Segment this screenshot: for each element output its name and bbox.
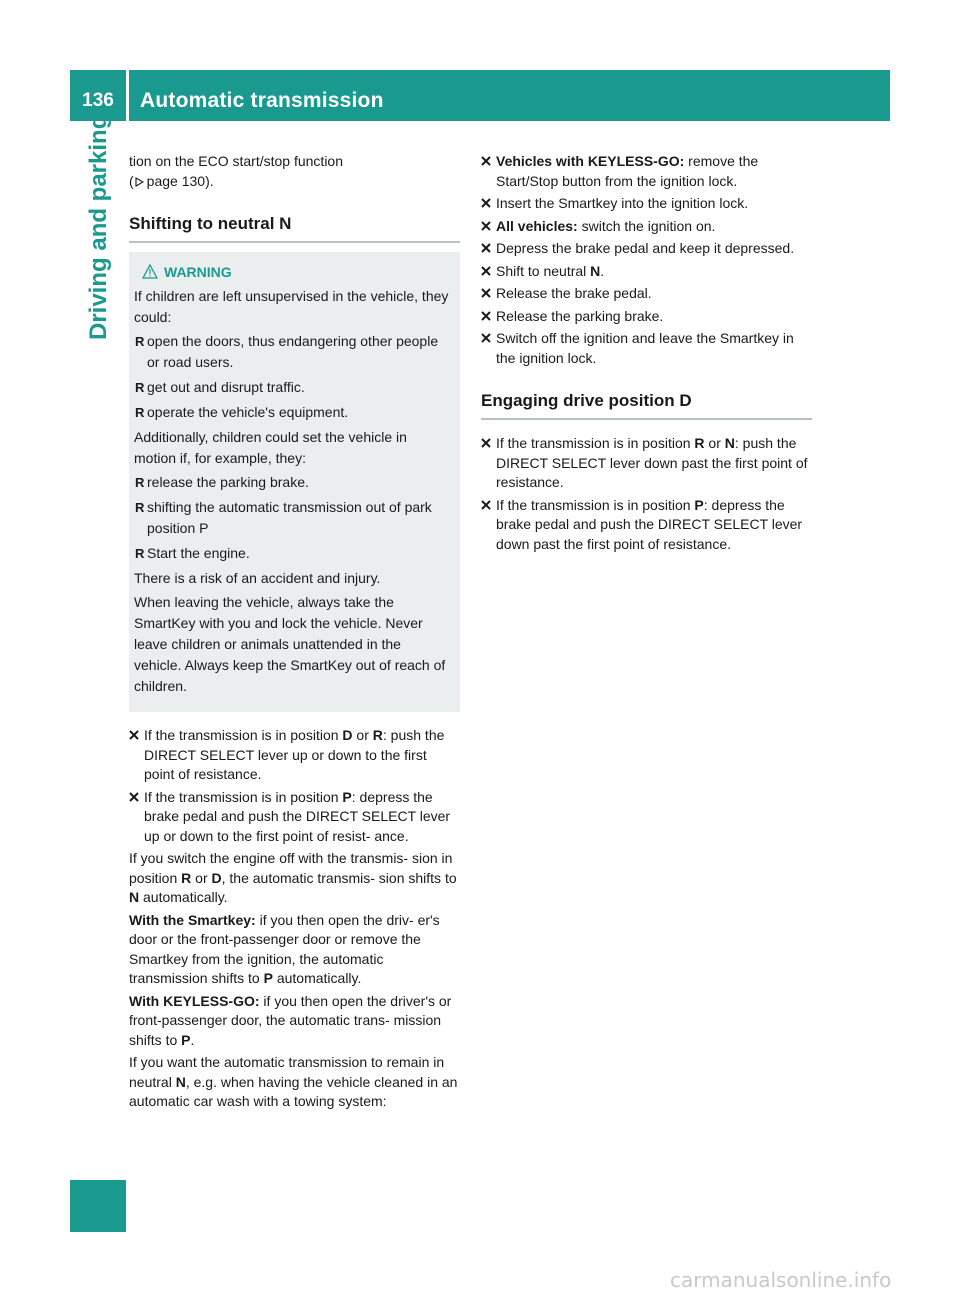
instruction-step: If the transmission is in position P: depress the brake pedal and push the DIRECT SELECT lever down past the first point of resistance. [481,496,812,555]
header-divider [126,70,129,121]
step-arrow-icon [481,438,491,448]
instruction-step: Shift to neutral N. [481,262,812,282]
warning-triangle-icon [142,264,158,279]
warning-intro: If children are left unsupervised in the vehicle, they could: [134,288,449,325]
step-arrow-icon [481,198,491,208]
section-heading-drive: Engaging drive position D [481,390,812,420]
step-arrow-icon [481,333,491,343]
instruction-step: Release the brake pedal. [481,284,812,304]
list-item: R shifting the automatic transmission out of park position P [135,499,432,536]
body-paragraph: With the Smartkey: if you then open the driv- er's door or the front-passenger door or remove the Smartkey from the ignition, the automatic transmission shifts to P automatically. [129,911,440,986]
body-paragraph: If you switch the engine off with the transmis- sion in position R or D, the automatic transmis- sion shifts to N automatically. [129,850,457,905]
section-label: Driving and parking [85,114,112,340]
page-title: Automatic transmission [140,89,384,112]
step-arrow-icon [481,288,491,298]
left-column [129,152,460,1112]
list-item: R Start the engine. [135,545,250,561]
warning-middle: Additionally, children could set the vehicle in motion if, for example, they: [134,429,407,466]
warning-title: WARNING [134,262,452,282]
step-arrow-icon [129,792,139,802]
warning-advice: When leaving the vehicle, always take the SmartKey with you and lock the vehicle. Never leave children or animals unattended in the vehicle. Always keep the SmartKey out of reach of children. [134,594,446,694]
step-arrow-icon [481,221,491,231]
instruction-step: Switch off the ignition and leave the Smartkey in the ignition lock. [481,329,812,368]
list-item: R get out and disrupt traffic. [135,379,305,395]
page-number: 136 [82,90,114,111]
instruction-step: If the transmission is in position P: depress the brake pedal and push the DIRECT SELECT lever up or down to the first point of resist- ance. [129,788,460,847]
step-arrow-icon [481,266,491,276]
body-paragraph: If you want the automatic transmission to remain in neutral N, e.g. when having the vehicle cleaned in an automatic car wash with a towing system: [129,1054,458,1109]
page-ref-icon [135,177,144,187]
instruction-step: Depress the brake pedal and keep it depressed. [481,239,812,259]
list-item: R operate the vehicle's equipment. [135,404,349,420]
intro-line: tion on the ECO start/stop function [129,153,344,169]
instruction-step: If the transmission is in position R or N: push the DIRECT SELECT lever down past the first point of resistance. [481,434,812,493]
instruction-step: Vehicles with KEYLESS-GO: remove the Start/Stop button from the ignition lock. [481,152,812,191]
step-arrow-icon [129,730,139,740]
step-arrow-icon [481,500,491,510]
right-column [481,152,812,557]
body-paragraph: With KEYLESS-GO: if you then open the driver's or front-passenger door, the automatic trans- mission shifts to P. [129,992,452,1048]
step-arrow-icon [481,243,491,253]
warning-box [129,252,460,712]
list-item: R open the doors, thus endangering other people or road users. [135,333,439,370]
instruction-step: Insert the Smartkey into the ignition lock. [481,194,812,214]
watermark: carmanualsonline.info [670,1268,892,1292]
instruction-step: Release the parking brake. [481,307,812,327]
instruction-step: All vehicles: switch the ignition on. [481,217,812,237]
instruction-step: If the transmission is in position D or R: push the DIRECT SELECT lever up or down to the first point of resistance. [129,726,460,785]
list-item: R release the parking brake. [135,474,309,490]
section-marker [70,1180,126,1232]
step-arrow-icon [481,311,491,321]
section-heading-neutral: Shifting to neutral N [129,213,460,243]
warning-risk: There is a risk of an accident and injury. [134,570,381,586]
step-arrow-icon [481,156,491,166]
intro-reference[interactable]: ( page 130). [129,172,214,189]
